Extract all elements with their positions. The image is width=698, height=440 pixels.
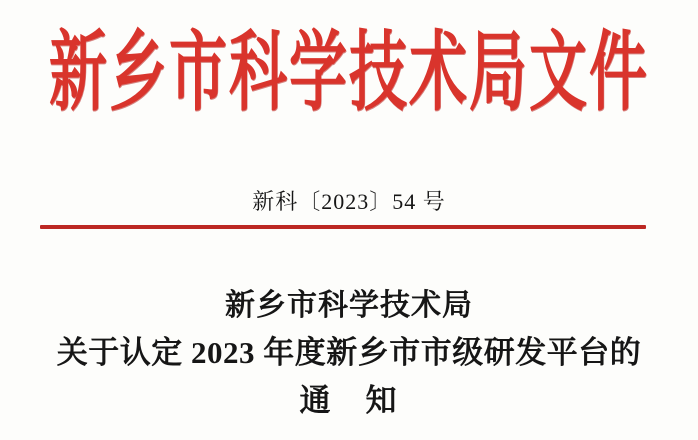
agency-banner-title: 新乡市科学技术局文件 (48, 24, 649, 122)
notice-title-block (0, 283, 698, 425)
document-number: 新科〔2023〕54 号 (252, 189, 446, 214)
notice-title-notice-word: 通 知 (299, 383, 399, 418)
notice-title-subject-line: 关于认定 2023 年度新乡市市级研发平台的 (56, 335, 642, 370)
red-divider-line (40, 225, 646, 229)
notice-title-agency-line: 新乡市科学技术局 (225, 289, 473, 322)
